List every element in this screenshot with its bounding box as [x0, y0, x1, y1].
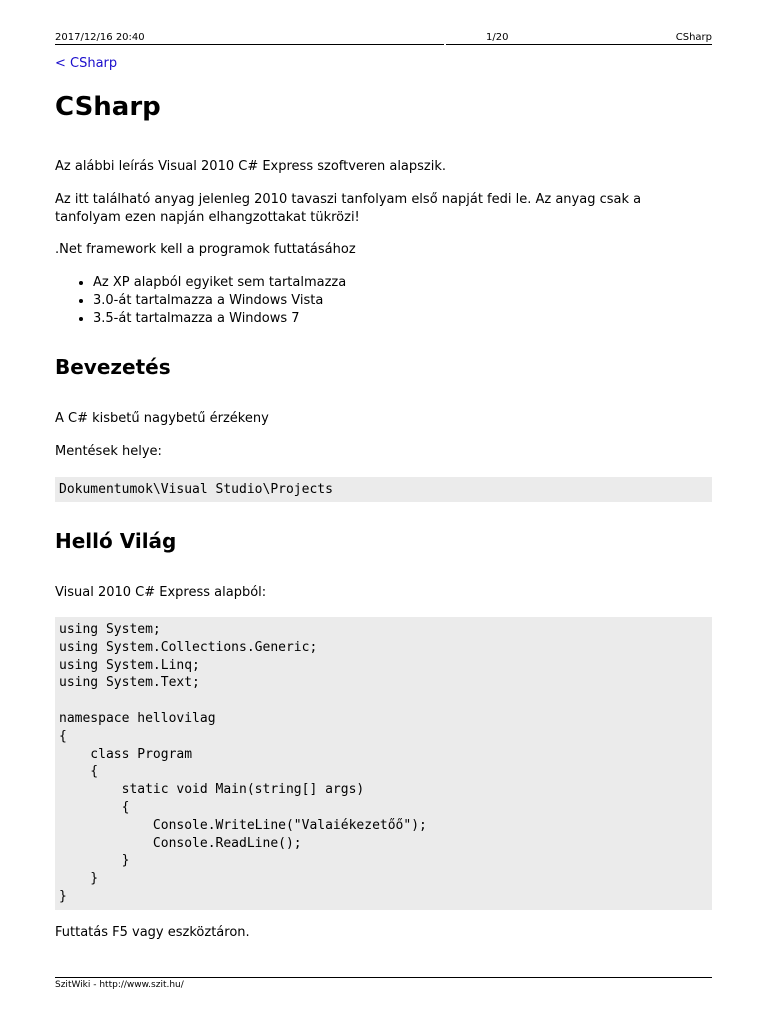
- header-date: 2017/12/16 20:40: [55, 32, 145, 43]
- bevezetes-paragraph-1: A C# kisbetű nagybetű érzékeny: [55, 411, 269, 426]
- list-item: • 3.0-át tartalmazza a Windows Vista: [93, 292, 346, 310]
- page-footer: SzitWiki - http://www.szit.hu/: [55, 980, 184, 990]
- framework-list: [55, 274, 346, 328]
- projects-path-code: Dokumentumok\Visual Studio\Projects: [55, 477, 712, 502]
- bevezetes-paragraph-2: Mentések helye:: [55, 444, 162, 459]
- header-divider-right: [446, 44, 712, 45]
- intro-paragraph-1: Az alábbi leírás Visual 2010 C# Express szoftveren alapszik.: [55, 159, 447, 174]
- header-title: CSharp: [675, 32, 712, 43]
- header-divider-left: [55, 44, 444, 45]
- footer-divider: [55, 977, 712, 978]
- hello-paragraph-1: Visual 2010 C# Express alapból:: [55, 585, 267, 600]
- list-item: • 3.5-át tartalmazza a Windows 7: [93, 310, 346, 328]
- hello-world-code-block: using System; using System.Collections.Generic; using System.Linq; using System.Text; namespace hellovilag { class Program { static void Main(string[] args) { Console.WriteLine("Valaiékezetőő"); Console.ReadLine(); } } }: [55, 617, 712, 910]
- heading-hello-vilag: Helló Világ: [55, 529, 177, 553]
- intro-paragraph-2: Az itt található anyag jelenleg 2010 tavaszi tanfolyam első napját fedi le. Az anyag csak a tanfolyam ezen napján elhangzottakat tükrözi!: [55, 192, 642, 225]
- intro-paragraph-3: .Net framework kell a programok futtatásához: [55, 242, 356, 257]
- page-title: CSharp: [55, 92, 161, 122]
- back-link[interactable]: < CSharp: [55, 56, 118, 71]
- list-item: • Az XP alapból egyiket sem tartalmazza: [93, 274, 346, 292]
- document-page: [55, 0, 712, 1024]
- heading-bevezetes: Bevezetés: [55, 355, 171, 379]
- hello-paragraph-2: Futtatás F5 vagy eszköztáron.: [55, 925, 250, 940]
- header-page-number: 1/20: [486, 32, 509, 43]
